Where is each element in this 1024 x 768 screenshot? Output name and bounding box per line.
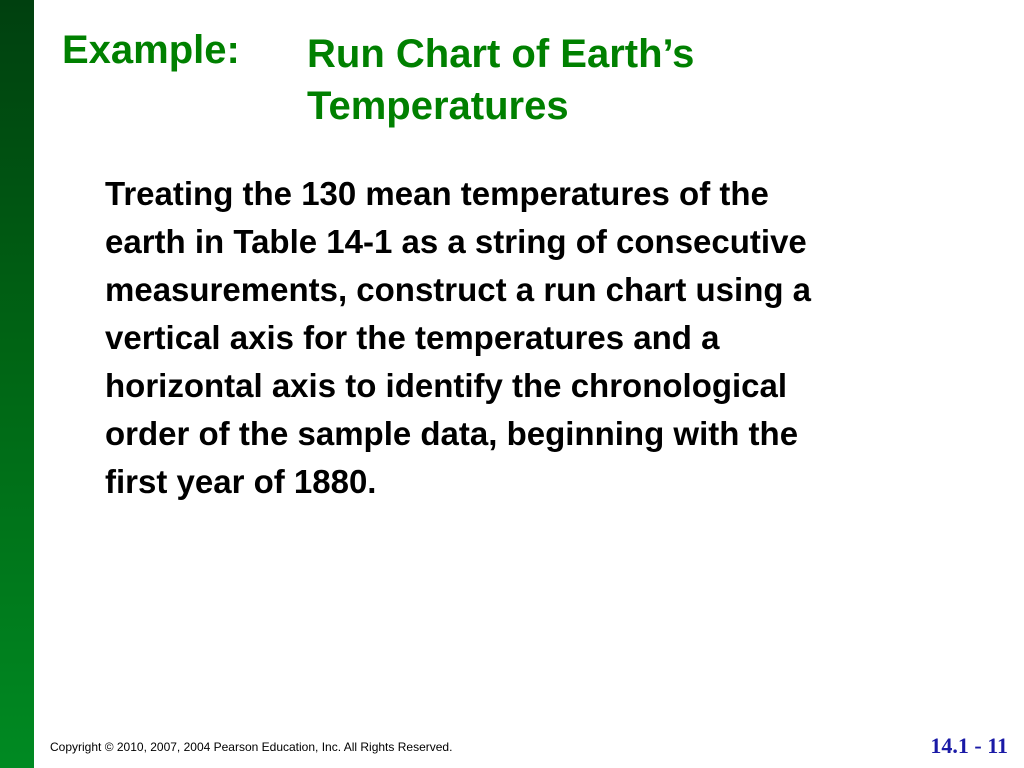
body-text-line: measurements, construct a run chart using a: [105, 271, 812, 308]
slide-title-line: Run Chart of Earth’s: [307, 32, 695, 76]
slide-body-text: [105, 170, 985, 506]
body-text-line: horizontal axis to identify the chronological: [105, 367, 788, 404]
slide-title-label: Example:: [62, 28, 240, 72]
body-text-line: order of the sample data, beginning with the: [105, 415, 799, 452]
sidebar-accent-bar: [0, 0, 34, 768]
slide-title-line: Temperatures: [307, 84, 569, 128]
body-text-line: earth in Table 14-1 as a string of consecutive: [105, 223, 807, 260]
body-text-line: first year of 1880.: [105, 463, 377, 500]
slide-page-number: 14.1 - 11: [930, 733, 1008, 758]
body-text-line: Treating the 130 mean temperatures of the: [105, 175, 769, 212]
slide-title: [307, 28, 694, 132]
body-text-line: vertical axis for the temperatures and a: [105, 319, 720, 356]
copyright-notice: Copyright © 2010, 2007, 2004 Pearson Education, Inc. All Rights Reserved.: [50, 740, 453, 754]
